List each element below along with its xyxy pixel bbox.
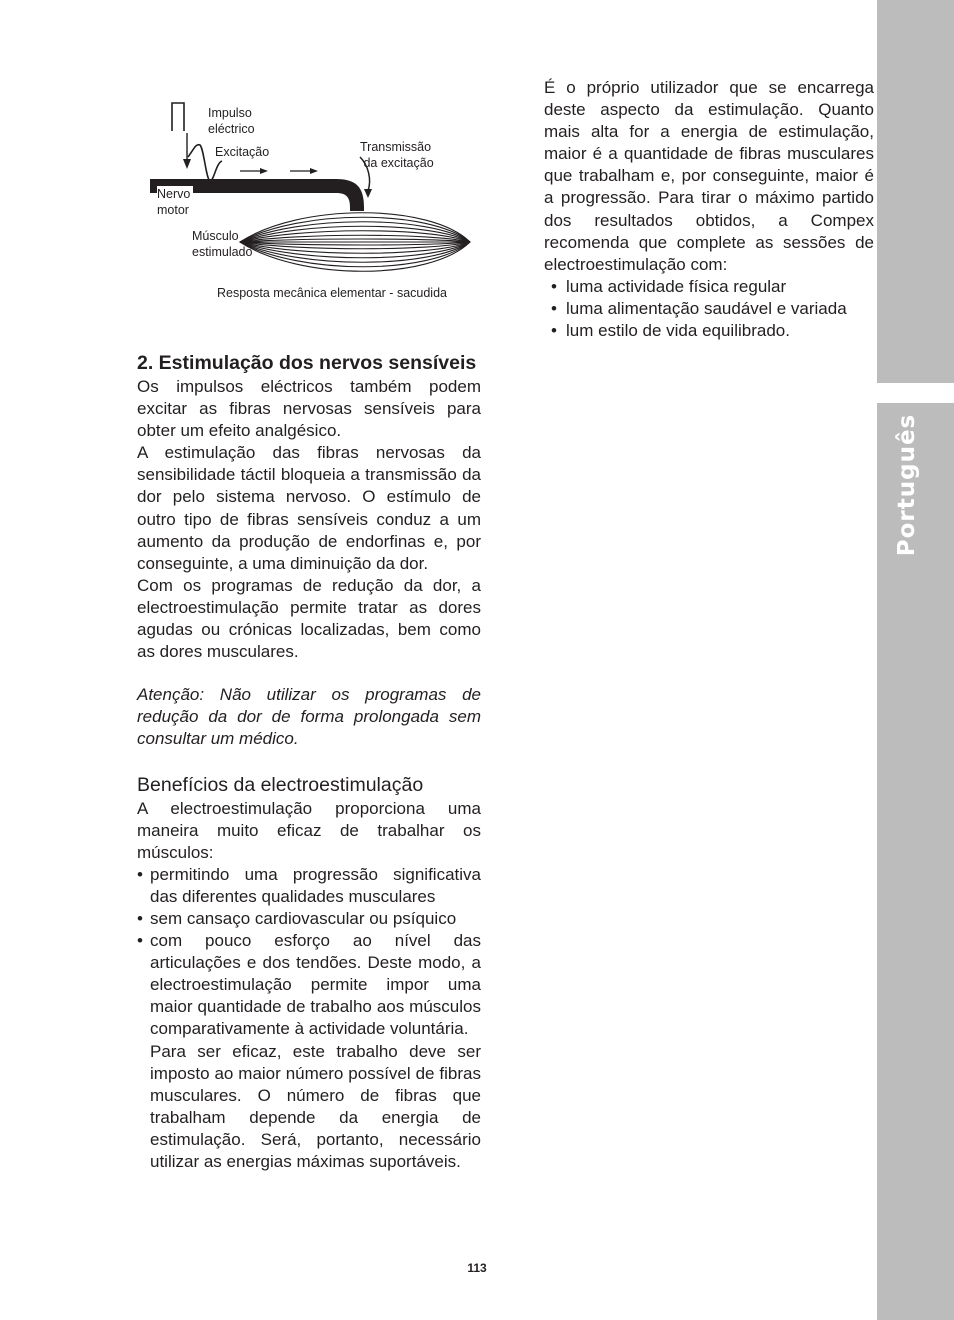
paragraph: Os impulsos eléctricos também podem excitar as fibras nervosas sensíveis para obter um efeito analgésico. <box>137 377 481 441</box>
impulse-arrowhead <box>183 159 191 169</box>
list-item: • lum estilo de vida equilibrado. <box>544 320 874 342</box>
stimulated-muscle <box>240 213 470 272</box>
diagram-graphic <box>150 95 490 310</box>
list-item: • luma alimentação saudável e variada <box>544 298 874 320</box>
excitation-arrowhead-1 <box>260 168 268 174</box>
transmission-arrowhead <box>364 189 372 198</box>
right-column <box>544 77 874 342</box>
paragraph: Para ser eficaz, este trabalho deve ser imposto ao maior número possível de fibras musculares. O número de fibras que trabalham depende da energia de estimulação. Será, portanto, necessário utilizar as energias máximas suportáveis. <box>150 1041 481 1171</box>
list-item: • permitindo uma progressão significativa das diferentes qualidades musculares <box>137 864 481 908</box>
language-label: Português <box>894 413 920 557</box>
benefits-list <box>137 864 481 1041</box>
list-item: • com pouco esforço ao nível das articulações e dos tendões. Deste modo, a electroestimulação permite impor uma maior quantidade de trabalho aos músculos comparativamente à actividade voluntária. <box>137 930 481 1040</box>
label-motor-nerve: Nervo motor <box>157 186 193 218</box>
section-heading-sensory-nerves: 2. Estimulação dos nervos sensíveis <box>137 352 477 374</box>
page-number: 113 <box>467 1261 487 1275</box>
section-heading-benefits: Benefícios da electroestimulação <box>137 773 424 796</box>
impulse-pulse-line <box>172 103 184 131</box>
left-column <box>137 350 481 1173</box>
label-mechanical-response: Resposta mecânica elementar - sacudida <box>217 286 447 300</box>
paragraph: A electroestimulação proporciona uma maneira muito eficaz de trabalhar os músculos: <box>137 798 481 862</box>
list-item: • sem cansaço cardiovascular ou psíquico <box>137 908 481 930</box>
excitation-arrowhead-2 <box>310 168 318 174</box>
paragraph: É o próprio utilizador que se encarrega deste aspecto da estimulação. Quanto mais alta for a energia de estimulação, maior é a quantidade de fibras musculares que trabalham e, por conseguinte, maior é a progressão. Para tirar o máximo partido dos resultados obtidos, a Compex recomenda que complete as sessões de electroestimulação com: <box>544 78 874 274</box>
label-excitation: Excitação <box>215 145 270 159</box>
warning-note: Atenção: Não utilizar os programas de redução da dor de forma prolongada sem consultar um médico. <box>137 685 481 749</box>
list-item: • luma actividade física regular <box>544 276 874 298</box>
label-muscle: Músculo estimulado <box>192 229 253 259</box>
paragraph: Com os programas de redução da dor, a electroestimulação permite tratar as dores agudas ou crónicas localizadas, bem como as dores musculares. <box>137 575 481 662</box>
language-side-tab <box>877 0 954 1320</box>
paragraph: A estimulação das fibras nervosas da sensibilidade táctil bloqueia a transmissão da dor pelo sistema nervoso. O estímulo de outro tipo de fibras sensíveis conduz a um aumento da produção de endorfinas e, por conseguinte, a uma diminuição da dor. <box>137 443 481 573</box>
recommendations-list <box>544 276 874 342</box>
label-transmission: Transmissão da excitação <box>360 140 434 170</box>
nerve-muscle-diagram <box>150 95 490 310</box>
label-impulse: Impulso eléctrico <box>208 106 255 136</box>
side-tab-gap <box>877 383 954 403</box>
